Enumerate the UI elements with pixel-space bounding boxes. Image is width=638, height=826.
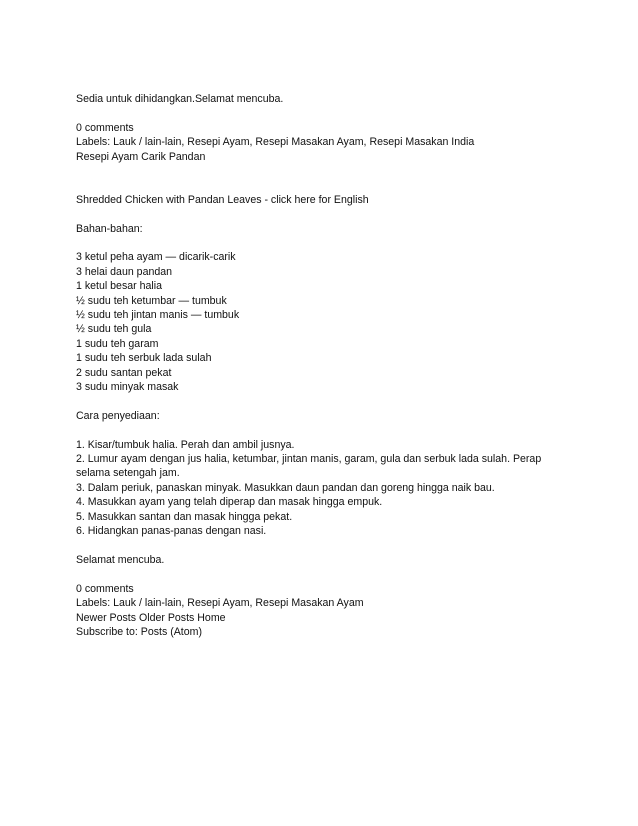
blog-pager-nav[interactable]: Newer Posts Older Posts Home <box>76 611 226 624</box>
method-step: 6. Hidangkan panas-panas dengan nasi. <box>76 525 267 538</box>
ingredient-item: 3 helai daun pandan <box>76 265 173 278</box>
closing-line: Selamat mencuba. <box>76 553 165 566</box>
subscribe-link[interactable]: Subscribe to: Posts (Atom) <box>76 625 202 638</box>
post1-comments-link[interactable]: 0 comments <box>76 121 134 134</box>
ingredient-item: ½ sudu teh jintan manis — tumbuk <box>76 309 240 322</box>
method-heading: Cara penyediaan: <box>76 409 160 422</box>
intro-line: Sedia untuk dihidangkan.Selamat mencuba. <box>76 93 284 105</box>
post2-labels[interactable]: Labels: Lauk / lain-lain, Resepi Ayam, Resepi Masakan Ayam <box>76 597 364 610</box>
post2-title[interactable]: Resepi Ayam Carik Pandan <box>76 150 206 163</box>
ingredient-item: 1 sudu teh serbuk lada sulah <box>76 352 212 365</box>
ingredient-item: ½ sudu teh gula <box>76 323 152 336</box>
post2-comments-link[interactable]: 0 comments <box>76 582 134 595</box>
method-step: 1. Kisar/tumbuk halia. Perah dan ambil jusnya. <box>76 438 295 451</box>
method-step: 5. Masukkan santan dan masak hingga pekat. <box>76 510 293 523</box>
method-step: 4. Masukkan ayam yang telah diperap dan masak hingga empuk. <box>76 496 383 509</box>
post1-labels[interactable]: Labels: Lauk / lain-lain, Resepi Ayam, Resepi Masakan Ayam, Resepi Masakan India <box>76 136 475 149</box>
ingredient-item: 2 sudu santan pekat <box>76 366 172 379</box>
method-steps <box>76 438 576 539</box>
ingredients-list <box>76 250 576 394</box>
ingredients-heading: Bahan-bahan: <box>76 222 143 235</box>
ingredient-item: 3 sudu minyak masak <box>76 381 179 394</box>
ingredient-item: 3 ketul peha ayam — dicarik-carik <box>76 251 236 264</box>
document-page <box>76 92 576 639</box>
method-step: 2. Lumur ayam dengan jus halia, ketumbar, jintan manis, garam, gula dan serbuk lada sulah. Perap selama setengah jam. <box>76 453 542 480</box>
method-step: 3. Dalam periuk, panaskan minyak. Masukkan daun pandan dan goreng hingga naik bau. <box>76 481 495 494</box>
ingredient-item: 1 ketul besar halia <box>76 280 162 293</box>
ingredient-item: ½ sudu teh ketumbar — tumbuk <box>76 294 227 307</box>
ingredient-item: 1 sudu teh garam <box>76 337 159 350</box>
english-version-link[interactable]: Shredded Chicken with Pandan Leaves - click here for English <box>76 193 369 206</box>
